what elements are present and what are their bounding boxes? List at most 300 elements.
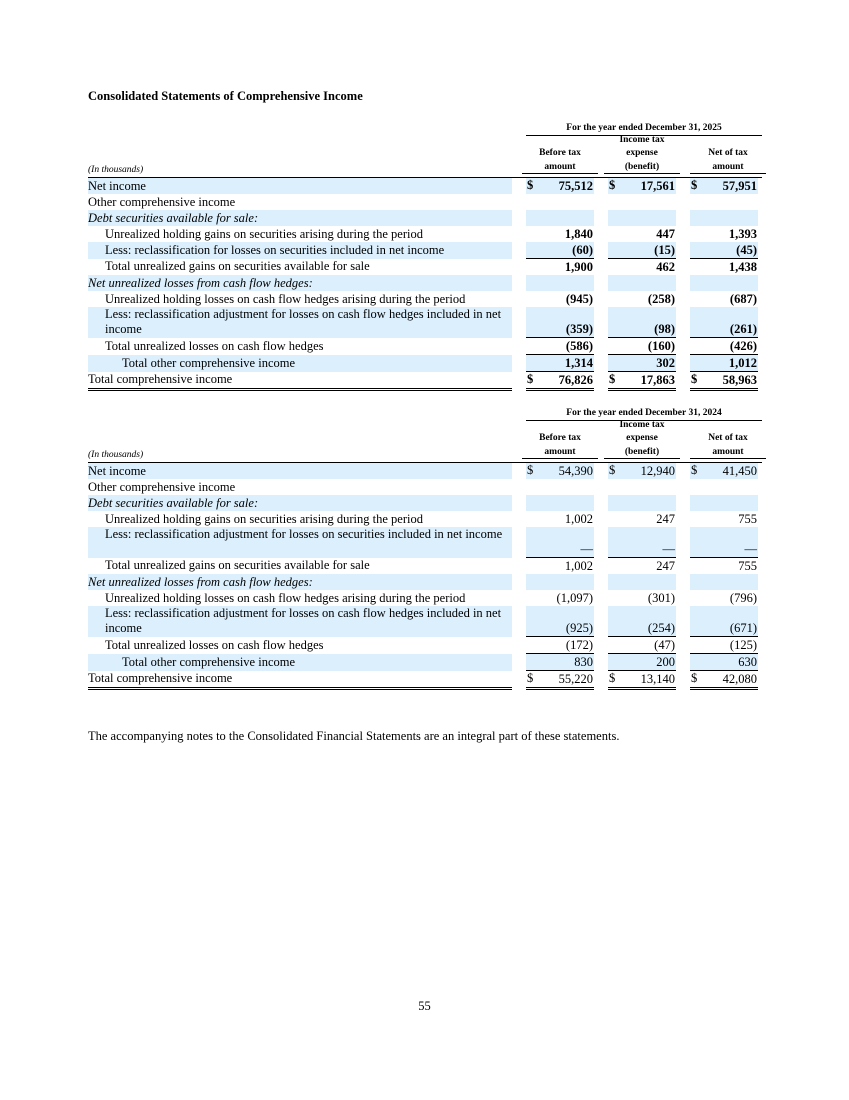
column-gap <box>512 590 526 606</box>
column-gap <box>512 527 526 558</box>
value: (687) <box>729 291 757 306</box>
row-label: Less: reclassification adjustment for losses on securities included in net income <box>88 527 512 558</box>
column-gap <box>512 194 526 210</box>
currency-symbol: $ <box>691 671 698 685</box>
value-cell <box>526 479 594 495</box>
column-header-1-l2: Before tax <box>539 433 581 443</box>
table-row <box>88 590 762 606</box>
value: 447 <box>656 226 675 241</box>
row-end <box>758 275 762 291</box>
value-cell <box>526 558 594 575</box>
value: 1,840 <box>564 226 593 241</box>
column-gap <box>512 654 526 671</box>
column-gap <box>676 338 690 355</box>
value-cell <box>526 242 594 259</box>
value-cell <box>690 307 758 338</box>
column-gap <box>594 194 608 210</box>
value-cell <box>690 606 758 637</box>
column-gap <box>676 275 690 291</box>
column-gap <box>676 226 690 242</box>
column-gap <box>512 372 526 390</box>
column-gap <box>676 558 690 575</box>
column-gap <box>594 671 608 689</box>
table-row <box>88 574 762 590</box>
value: 1,393 <box>728 226 757 241</box>
value-cell <box>608 495 676 511</box>
column-gap <box>594 178 608 194</box>
column-header-2-l3: (benefit) <box>604 162 680 174</box>
table-row <box>88 671 762 689</box>
row-end <box>758 355 762 372</box>
column-gap <box>512 637 526 654</box>
row-label: Total unrealized losses on cash flow hedges <box>105 338 324 353</box>
column-gap <box>676 355 690 372</box>
value: 755 <box>738 511 757 526</box>
column-header-3-l3: amount <box>690 447 766 459</box>
value-cell <box>526 178 594 194</box>
value-cell <box>608 590 676 606</box>
column-gap <box>594 479 608 495</box>
value-cell <box>690 372 758 390</box>
value: (1,097) <box>556 590 593 605</box>
column-gap <box>512 463 526 479</box>
value-cell <box>690 574 758 590</box>
value-cell <box>526 574 594 590</box>
value: 1,438 <box>728 259 757 274</box>
value-cell <box>526 372 594 390</box>
row-end <box>758 291 762 307</box>
period-header: For the year ended December 31, 2025 <box>526 122 762 136</box>
currency-symbol: $ <box>609 178 616 192</box>
value-cell <box>608 558 676 575</box>
row-label: Total other comprehensive income <box>88 654 512 671</box>
statement-table <box>88 463 762 690</box>
row-end <box>758 479 762 495</box>
row-end <box>758 307 762 338</box>
value: (796) <box>729 590 757 605</box>
currency-symbol: $ <box>527 463 534 477</box>
column-gap <box>676 291 690 307</box>
table-row <box>88 654 762 671</box>
table-row <box>88 479 762 495</box>
value-cell <box>526 355 594 372</box>
value-cell <box>690 463 758 479</box>
value: 42,080 <box>722 671 757 686</box>
row-label: Total other comprehensive income <box>88 355 512 372</box>
value: 17,561 <box>640 178 675 193</box>
column-gap <box>594 654 608 671</box>
row-label: Debt securities available for sale: <box>88 495 512 511</box>
row-end <box>758 671 762 689</box>
value-cell <box>690 275 758 291</box>
value-cell <box>608 275 676 291</box>
value: 75,512 <box>558 178 593 193</box>
column-gap <box>676 654 690 671</box>
column-gap <box>594 511 608 527</box>
currency-symbol: $ <box>691 463 698 477</box>
column-gap <box>512 671 526 689</box>
column-gap <box>594 291 608 307</box>
value-cell <box>526 637 594 654</box>
value: — <box>580 542 593 556</box>
table-row <box>88 495 762 511</box>
table-row <box>88 511 762 527</box>
row-end <box>758 178 762 194</box>
column-gap <box>676 242 690 259</box>
value-cell <box>608 671 676 689</box>
column-gap <box>676 637 690 654</box>
column-gap <box>512 259 526 276</box>
column-gap <box>676 463 690 479</box>
column-gap <box>512 606 526 637</box>
row-end <box>758 590 762 606</box>
table-row <box>88 372 762 390</box>
column-gap <box>676 671 690 689</box>
row-end <box>758 372 762 390</box>
value: — <box>662 542 675 556</box>
column-header-3-l2: Net of tax <box>708 433 748 443</box>
row-end <box>758 511 762 527</box>
column-gap <box>512 226 526 242</box>
currency-symbol: $ <box>609 671 616 685</box>
table-row <box>88 637 762 654</box>
value: (359) <box>565 322 593 336</box>
table-row <box>88 355 762 372</box>
value: 247 <box>656 511 675 526</box>
column-gap <box>676 511 690 527</box>
column-gap <box>594 275 608 291</box>
row-label: Net income <box>88 178 512 194</box>
table-row <box>88 338 762 355</box>
period-header: For the year ended December 31, 2024 <box>526 407 762 421</box>
column-gap <box>594 637 608 654</box>
value: 76,826 <box>558 372 593 387</box>
value: 12,940 <box>640 463 675 478</box>
value-cell <box>526 259 594 276</box>
value: 41,450 <box>722 463 757 478</box>
value-cell <box>690 479 758 495</box>
row-label: Total comprehensive income <box>88 671 512 689</box>
table-row <box>88 194 762 210</box>
table-row <box>88 606 762 637</box>
column-header-1-l2: Before tax <box>539 148 581 158</box>
row-label: Less: reclassification adjustment for losses on cash flow hedges included in net income <box>88 606 512 637</box>
value: (671) <box>729 621 757 635</box>
value-cell <box>526 275 594 291</box>
row-label: Less: reclassification adjustment for losses on cash flow hedges included in net income <box>88 307 512 338</box>
row-end <box>758 463 762 479</box>
value: 1,012 <box>728 355 757 370</box>
column-gap <box>594 259 608 276</box>
value-cell <box>690 671 758 689</box>
table-row <box>88 527 762 558</box>
column-header-2-l1: Income tax <box>619 420 665 430</box>
column-gap <box>594 338 608 355</box>
value: (47) <box>654 637 675 652</box>
value: 13,140 <box>640 671 675 686</box>
column-gap <box>676 527 690 558</box>
value: 58,963 <box>722 372 757 387</box>
value: (301) <box>647 590 675 605</box>
currency-symbol: $ <box>609 372 616 386</box>
value-cell <box>690 210 758 226</box>
row-label: Net unrealized losses from cash flow hedges: <box>88 275 512 291</box>
column-gap <box>676 307 690 338</box>
value: (254) <box>647 621 675 635</box>
table-row <box>88 210 762 226</box>
value-cell <box>608 355 676 372</box>
value-cell <box>690 355 758 372</box>
currency-symbol: $ <box>609 463 616 477</box>
value: 55,220 <box>558 671 593 686</box>
column-gap <box>676 178 690 194</box>
column-gap <box>676 210 690 226</box>
currency-symbol: $ <box>691 178 698 192</box>
column-gap <box>676 372 690 390</box>
column-gap <box>594 527 608 558</box>
value-cell <box>690 637 758 654</box>
row-label: Less: reclassification for losses on securities included in net income <box>88 242 512 259</box>
footnote: The accompanying notes to the Consolidated Financial Statements are an integral part of these statements. <box>88 729 620 743</box>
value-cell <box>690 590 758 606</box>
column-gap <box>512 275 526 291</box>
value-cell <box>608 307 676 338</box>
column-header-3-l3: amount <box>690 162 766 174</box>
value-cell <box>608 194 676 210</box>
value: (925) <box>565 621 593 635</box>
row-label: Net income <box>88 463 512 479</box>
units-label: (In thousands) <box>88 450 144 460</box>
row-end <box>758 226 762 242</box>
value-cell <box>526 654 594 671</box>
value: (98) <box>654 322 675 336</box>
value-cell <box>608 574 676 590</box>
value-cell <box>526 495 594 511</box>
value-cell <box>690 495 758 511</box>
value: 630 <box>738 654 757 669</box>
value-cell <box>526 463 594 479</box>
row-label: Unrealized holding gains on securities arising during the period <box>105 511 423 526</box>
value-cell <box>526 511 594 527</box>
value: 200 <box>656 654 675 669</box>
value-cell <box>608 606 676 637</box>
value-cell <box>608 291 676 307</box>
row-end <box>758 194 762 210</box>
value: (125) <box>729 637 757 652</box>
value-cell <box>608 527 676 558</box>
row-end <box>758 527 762 558</box>
table-row <box>88 307 762 338</box>
table-row <box>88 463 762 479</box>
row-end <box>758 210 762 226</box>
row-label: Other comprehensive income <box>88 194 236 209</box>
column-gap <box>512 307 526 338</box>
column-gap <box>512 338 526 355</box>
row-end <box>758 654 762 671</box>
statement-table <box>88 178 762 391</box>
column-header-2-l2: expense <box>626 433 658 443</box>
column-gap <box>512 355 526 372</box>
value: 1,002 <box>564 558 593 573</box>
row-label: Unrealized holding gains on securities arising during the period <box>105 226 423 241</box>
column-gap <box>594 210 608 226</box>
column-gap <box>676 194 690 210</box>
value: (15) <box>654 242 675 257</box>
value-cell <box>526 527 594 558</box>
column-gap <box>512 291 526 307</box>
value: 1,002 <box>564 511 593 526</box>
row-end <box>758 259 762 276</box>
table-row <box>88 291 762 307</box>
value: (258) <box>647 291 675 306</box>
currency-symbol: $ <box>527 671 534 685</box>
value: (45) <box>736 242 757 257</box>
column-gap <box>594 574 608 590</box>
column-gap <box>676 495 690 511</box>
value-cell <box>526 590 594 606</box>
column-header-1-l3: amount <box>522 162 598 174</box>
row-end <box>758 574 762 590</box>
column-gap <box>594 558 608 575</box>
column-gap <box>676 606 690 637</box>
units-label: (In thousands) <box>88 165 144 175</box>
row-label: Unrealized holding losses on cash flow hedges arising during the period <box>105 590 466 605</box>
value-cell <box>690 226 758 242</box>
value: 755 <box>738 558 757 573</box>
value: 1,314 <box>564 355 593 370</box>
value: (945) <box>565 291 593 306</box>
row-label: Total unrealized gains on securities available for sale <box>105 259 370 274</box>
value: 54,390 <box>558 463 593 478</box>
page-number: 55 <box>418 999 431 1013</box>
value: (60) <box>572 242 593 257</box>
value: (586) <box>565 338 593 353</box>
column-header-1-l3: amount <box>522 447 598 459</box>
value-cell <box>608 511 676 527</box>
column-gap <box>594 606 608 637</box>
row-end <box>758 606 762 637</box>
column-gap <box>594 590 608 606</box>
value-cell <box>526 671 594 689</box>
value-cell <box>608 654 676 671</box>
value-cell <box>608 338 676 355</box>
row-end <box>758 338 762 355</box>
column-gap <box>512 558 526 575</box>
value: (172) <box>565 637 593 652</box>
column-gap <box>594 355 608 372</box>
value: 302 <box>656 355 675 370</box>
row-end <box>758 495 762 511</box>
value-cell <box>690 654 758 671</box>
value-cell <box>690 558 758 575</box>
value-cell <box>608 226 676 242</box>
value: 462 <box>656 259 675 274</box>
page-title: Consolidated Statements of Comprehensive Income <box>88 89 363 103</box>
currency-symbol: $ <box>527 372 534 386</box>
value-cell <box>690 511 758 527</box>
value-cell <box>526 226 594 242</box>
table-row <box>88 178 762 194</box>
row-label: Debt securities available for sale: <box>88 210 512 226</box>
value-cell <box>526 210 594 226</box>
column-gap <box>676 479 690 495</box>
value-cell <box>608 637 676 654</box>
value: (426) <box>729 338 757 353</box>
value-cell <box>690 178 758 194</box>
row-label: Total unrealized losses on cash flow hedges <box>105 637 324 652</box>
value-cell <box>526 291 594 307</box>
column-gap <box>512 178 526 194</box>
value: 247 <box>656 558 675 573</box>
column-gap <box>512 511 526 527</box>
currency-symbol: $ <box>691 372 698 386</box>
value-cell <box>690 338 758 355</box>
value-cell <box>690 242 758 259</box>
value: 17,863 <box>640 372 675 387</box>
value: 830 <box>574 654 593 669</box>
value-cell <box>608 372 676 390</box>
row-label: Net unrealized losses from cash flow hedges: <box>88 574 512 590</box>
value-cell <box>608 178 676 194</box>
value-cell <box>526 194 594 210</box>
value: — <box>744 542 757 556</box>
column-gap <box>594 495 608 511</box>
row-end <box>758 242 762 259</box>
value-cell <box>608 242 676 259</box>
column-gap <box>512 574 526 590</box>
column-gap <box>594 242 608 259</box>
value: (160) <box>647 338 675 353</box>
row-end <box>758 558 762 575</box>
currency-symbol: $ <box>527 178 534 192</box>
value-cell <box>608 463 676 479</box>
column-gap <box>512 495 526 511</box>
column-header-2-l2: expense <box>626 148 658 158</box>
value: (261) <box>729 322 757 336</box>
column-gap <box>594 307 608 338</box>
column-gap <box>512 242 526 259</box>
row-label: Total comprehensive income <box>88 372 512 390</box>
table-row <box>88 226 762 242</box>
column-gap <box>676 590 690 606</box>
value-cell <box>690 291 758 307</box>
value-cell <box>690 194 758 210</box>
value: 1,900 <box>564 259 593 274</box>
column-gap <box>676 259 690 276</box>
value-cell <box>608 259 676 276</box>
table-row <box>88 259 762 276</box>
column-gap <box>676 574 690 590</box>
value-cell <box>526 606 594 637</box>
column-header-2-l3: (benefit) <box>604 447 680 459</box>
value: 57,951 <box>722 178 757 193</box>
row-end <box>758 637 762 654</box>
column-header-2-l1: Income tax <box>619 135 665 145</box>
value-cell <box>690 259 758 276</box>
column-gap <box>594 372 608 390</box>
row-label: Unrealized holding losses on cash flow hedges arising during the period <box>105 291 466 306</box>
value-cell <box>526 307 594 338</box>
value-cell <box>526 338 594 355</box>
column-gap <box>512 210 526 226</box>
value-cell <box>690 527 758 558</box>
row-label: Other comprehensive income <box>88 479 236 494</box>
column-gap <box>512 479 526 495</box>
value-cell <box>608 479 676 495</box>
table-row <box>88 242 762 259</box>
column-header-3-l2: Net of tax <box>708 148 748 158</box>
column-gap <box>594 463 608 479</box>
